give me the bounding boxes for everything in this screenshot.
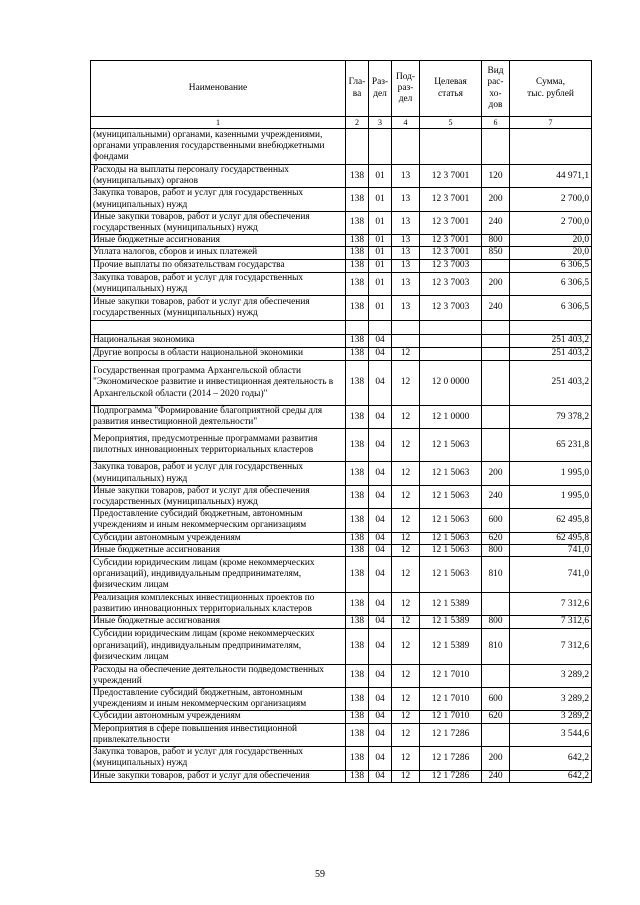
row-amount: 20,0: [510, 235, 592, 247]
row-expense-kind: 800: [482, 235, 510, 247]
row-section: 04: [369, 664, 392, 687]
row-expense-kind: 200: [482, 188, 510, 211]
row-subsection: 13: [392, 272, 420, 295]
row-target-article: 12 1 7286: [420, 770, 482, 782]
table-row: [91, 188, 592, 211]
row-chapter: 138: [346, 628, 369, 664]
table-row: [91, 429, 592, 462]
table-row: [91, 272, 592, 295]
row-subsection: 12: [392, 593, 420, 616]
row-target-article: 12 3 7001: [420, 235, 482, 247]
row-amount: 62 495,8: [510, 509, 592, 532]
row-subsection: 12: [392, 485, 420, 508]
row-amount: 65 231,8: [510, 429, 592, 462]
row-name: Закупка товаров, работ и услуг для государственных (муниципальных) нужд: [91, 272, 346, 295]
row-target-article: 12 3 7003: [420, 259, 482, 272]
header-subsection: Под- раз- дел: [392, 61, 420, 117]
table-row: [91, 711, 592, 723]
column-number: 6: [482, 117, 510, 129]
row-expense-kind: [482, 321, 510, 335]
row-subsection: 13: [392, 247, 420, 259]
header-section: Раз- дел: [369, 61, 392, 117]
row-chapter: 138: [346, 616, 369, 628]
row-amount: 20,0: [510, 247, 592, 259]
row-amount: 741,0: [510, 544, 592, 556]
row-section: 04: [369, 544, 392, 556]
row-amount: 44 971,1: [510, 165, 592, 188]
header-chapter: Гла- ва: [346, 61, 369, 117]
row-subsection: 13: [392, 188, 420, 211]
row-amount: 251 403,2: [510, 348, 592, 361]
row-subsection: 12: [392, 664, 420, 687]
table-row: [91, 348, 592, 361]
row-subsection: 12: [392, 544, 420, 556]
table-row: [91, 406, 592, 429]
row-section: [369, 129, 392, 165]
table-row: [91, 259, 592, 272]
row-amount: 6 306,5: [510, 272, 592, 295]
row-amount: 7 312,6: [510, 593, 592, 616]
row-expense-kind: [482, 348, 510, 361]
row-section: 04: [369, 406, 392, 429]
row-amount: 3 289,2: [510, 664, 592, 687]
row-section: 01: [369, 235, 392, 247]
row-expense-kind: [482, 335, 510, 348]
row-chapter: 138: [346, 188, 369, 211]
row-section: 04: [369, 616, 392, 628]
row-section: 01: [369, 259, 392, 272]
row-chapter: [346, 321, 369, 335]
row-name: Иные закупки товаров, работ и услуг для обеспечения государственных (муниципальных) нужд: [91, 485, 346, 508]
table-row: [91, 462, 592, 485]
table-row: [91, 335, 592, 348]
row-section: 01: [369, 296, 392, 321]
row-name: Прочие выплаты по обязательствам государства: [91, 259, 346, 272]
row-subsection: 13: [392, 296, 420, 321]
row-expense-kind: 810: [482, 557, 510, 593]
row-name: Другие вопросы в области национальной экономики: [91, 348, 346, 361]
row-target-article: 12 1 5389: [420, 616, 482, 628]
row-chapter: 138: [346, 723, 369, 746]
row-amount: 251 403,2: [510, 361, 592, 406]
row-amount: 6 306,5: [510, 296, 592, 321]
row-chapter: 138: [346, 335, 369, 348]
row-name: Расходы на выплаты персоналу государственных (муниципальных) органов: [91, 165, 346, 188]
header-row: [91, 61, 592, 117]
row-chapter: 138: [346, 593, 369, 616]
row-target-article: 12 3 7001: [420, 211, 482, 234]
table-row: [91, 616, 592, 628]
row-expense-kind: 240: [482, 211, 510, 234]
table-row: [91, 361, 592, 406]
row-amount: 2 700,0: [510, 211, 592, 234]
row-name: [91, 321, 346, 335]
row-chapter: 138: [346, 711, 369, 723]
row-subsection: [392, 321, 420, 335]
row-subsection: 12: [392, 509, 420, 532]
row-expense-kind: 200: [482, 747, 510, 770]
row-amount: [510, 321, 592, 335]
row-target-article: [420, 348, 482, 361]
row-section: 01: [369, 211, 392, 234]
row-expense-kind: 800: [482, 616, 510, 628]
header-amount: Сумма, тыс. рублей: [510, 61, 592, 117]
row-amount: 1 995,0: [510, 462, 592, 485]
row-expense-kind: 240: [482, 485, 510, 508]
row-amount: 2 700,0: [510, 188, 592, 211]
row-expense-kind: [482, 723, 510, 746]
row-expense-kind: 810: [482, 628, 510, 664]
row-expense-kind: 800: [482, 544, 510, 556]
table-row: [91, 129, 592, 165]
row-name: Субсидии юридическим лицам (кроме некоммерческих организаций), индивидуальным предпринимателям, физическим лицам: [91, 557, 346, 593]
row-expense-kind: [482, 129, 510, 165]
table-row: [91, 664, 592, 687]
column-number: 1: [91, 117, 346, 129]
row-chapter: 138: [346, 544, 369, 556]
row-subsection: 12: [392, 770, 420, 782]
table-row: [91, 235, 592, 247]
row-expense-kind: 200: [482, 272, 510, 295]
header-target-article: Целевая статья: [420, 61, 482, 117]
row-target-article: 12 3 7001: [420, 247, 482, 259]
row-section: 04: [369, 509, 392, 532]
row-section: 04: [369, 462, 392, 485]
row-section: 04: [369, 485, 392, 508]
row-name: Субсидии автономным учреждениям: [91, 711, 346, 723]
row-target-article: 12 1 7286: [420, 723, 482, 746]
row-subsection: 13: [392, 235, 420, 247]
row-expense-kind: 620: [482, 532, 510, 544]
row-name: Реализация комплексных инвестиционных проектов по развитию инновационных территориальных кластеров: [91, 593, 346, 616]
table-body: [91, 129, 592, 783]
row-amount: 7 312,6: [510, 616, 592, 628]
table-row: [91, 544, 592, 556]
row-section: 04: [369, 429, 392, 462]
row-subsection: 12: [392, 406, 420, 429]
row-amount: 3 289,2: [510, 711, 592, 723]
row-subsection: 12: [392, 711, 420, 723]
row-subsection: 12: [392, 723, 420, 746]
row-amount: 642,2: [510, 747, 592, 770]
row-subsection: 12: [392, 628, 420, 664]
row-amount: 3 289,2: [510, 688, 592, 711]
row-expense-kind: [482, 259, 510, 272]
row-target-article: 12 1 5389: [420, 593, 482, 616]
row-section: 04: [369, 532, 392, 544]
table-row: [91, 247, 592, 259]
row-target-article: 12 3 7003: [420, 296, 482, 321]
row-name: Иные бюджетные ассигнования: [91, 544, 346, 556]
table-row: [91, 628, 592, 664]
row-name: (муниципальными) органами, казенными учреждениями, органами управления государственными внебюджетными фондами: [91, 129, 346, 165]
table-row: [91, 593, 592, 616]
column-number-row: [91, 117, 592, 129]
table-row: [91, 485, 592, 508]
row-section: 01: [369, 165, 392, 188]
row-target-article: [420, 321, 482, 335]
row-name: Уплата налогов, сборов и иных платежей: [91, 247, 346, 259]
row-section: 04: [369, 628, 392, 664]
row-chapter: 138: [346, 348, 369, 361]
row-target-article: 12 1 7010: [420, 711, 482, 723]
row-section: 01: [369, 188, 392, 211]
row-target-article: 12 1 0000: [420, 406, 482, 429]
row-subsection: 12: [392, 557, 420, 593]
column-number: 3: [369, 117, 392, 129]
row-name: Закупка товаров, работ и услуг для государственных (муниципальных) нужд: [91, 188, 346, 211]
table-row: [91, 723, 592, 746]
row-amount: 62 495,8: [510, 532, 592, 544]
page-number: 59: [315, 869, 325, 880]
budget-table-page: [90, 60, 591, 783]
row-amount: 6 306,5: [510, 259, 592, 272]
row-amount: 7 312,6: [510, 628, 592, 664]
row-target-article: 12 1 5063: [420, 485, 482, 508]
header-name: Наименование: [91, 61, 346, 117]
row-expense-kind: 600: [482, 688, 510, 711]
table-row: [91, 688, 592, 711]
row-chapter: 138: [346, 747, 369, 770]
row-chapter: 138: [346, 532, 369, 544]
row-section: 04: [369, 361, 392, 406]
row-subsection: 12: [392, 616, 420, 628]
row-chapter: 138: [346, 259, 369, 272]
row-section: 04: [369, 593, 392, 616]
row-target-article: 12 1 7286: [420, 747, 482, 770]
row-name: Закупка товаров, работ и услуг для государственных (муниципальных) нужд: [91, 462, 346, 485]
row-chapter: 138: [346, 664, 369, 687]
row-name: Иные закупки товаров, работ и услуг для обеспечения государственных (муниципальных) нужд: [91, 296, 346, 321]
column-number: 7: [510, 117, 592, 129]
row-name: Мероприятия, предусмотренные программами развития пилотных инновационных территориальных кластеров: [91, 429, 346, 462]
row-subsection: 12: [392, 361, 420, 406]
row-target-article: 12 1 5063: [420, 509, 482, 532]
row-expense-kind: 850: [482, 247, 510, 259]
row-target-article: 12 1 5063: [420, 544, 482, 556]
column-number: 4: [392, 117, 420, 129]
row-name: Подпрограмма "Формирование благоприятной среды для развития инвестиционной деятельности": [91, 406, 346, 429]
row-expense-kind: 240: [482, 770, 510, 782]
row-expense-kind: 120: [482, 165, 510, 188]
row-chapter: 138: [346, 485, 369, 508]
row-chapter: 138: [346, 165, 369, 188]
row-expense-kind: 620: [482, 711, 510, 723]
row-expense-kind: 200: [482, 462, 510, 485]
row-target-article: 12 3 7001: [420, 165, 482, 188]
row-expense-kind: 240: [482, 296, 510, 321]
row-target-article: [420, 129, 482, 165]
row-subsection: 12: [392, 348, 420, 361]
row-chapter: 138: [346, 272, 369, 295]
row-target-article: 12 1 5389: [420, 628, 482, 664]
row-name: Субсидии юридическим лицам (кроме некоммерческих организаций), индивидуальным предпринимателям, физическим лицам: [91, 628, 346, 664]
row-section: 04: [369, 557, 392, 593]
row-name: Иные бюджетные ассигнования: [91, 235, 346, 247]
column-number: 2: [346, 117, 369, 129]
row-amount: [510, 129, 592, 165]
row-chapter: 138: [346, 509, 369, 532]
row-section: 04: [369, 747, 392, 770]
row-section: 01: [369, 272, 392, 295]
row-chapter: 138: [346, 557, 369, 593]
row-chapter: 138: [346, 406, 369, 429]
header-expense-kind: Вид рас- хо- дов: [482, 61, 510, 117]
row-chapter: 138: [346, 296, 369, 321]
row-section: 04: [369, 335, 392, 348]
row-chapter: 138: [346, 247, 369, 259]
row-name: Предоставление субсидий бюджетным, автономным учреждениям и иным некоммерческим организациям: [91, 509, 346, 532]
row-name: Иные закупки товаров, работ и услуг для обеспечения государственных (муниципальных) нужд: [91, 211, 346, 234]
row-expense-kind: 600: [482, 509, 510, 532]
row-name: Государственная программа Архангельской области "Экономическое развитие и инвестиционная деятельность в Архангельской области (2014 – 2020 годы)": [91, 361, 346, 406]
row-section: 04: [369, 348, 392, 361]
table-row: [91, 165, 592, 188]
row-section: 04: [369, 770, 392, 782]
row-expense-kind: [482, 429, 510, 462]
row-subsection: 12: [392, 532, 420, 544]
table-row: [91, 770, 592, 782]
row-chapter: 138: [346, 235, 369, 247]
row-target-article: 12 1 5063: [420, 532, 482, 544]
row-chapter: 138: [346, 211, 369, 234]
row-name: Иные закупки товаров, работ и услуг для обеспечения: [91, 770, 346, 782]
row-section: 04: [369, 688, 392, 711]
row-subsection: 12: [392, 688, 420, 711]
row-amount: 741,0: [510, 557, 592, 593]
row-chapter: 138: [346, 462, 369, 485]
row-subsection: 12: [392, 429, 420, 462]
table-row: [91, 509, 592, 532]
row-chapter: 138: [346, 429, 369, 462]
table-row: [91, 211, 592, 234]
table-row: [91, 321, 592, 335]
column-number: 5: [420, 117, 482, 129]
row-name: Мероприятия в сфере повышения инвестиционной привлекательности: [91, 723, 346, 746]
row-name: Закупка товаров, работ и услуг для государственных (муниципальных) нужд: [91, 747, 346, 770]
table-row: [91, 296, 592, 321]
row-subsection: 12: [392, 747, 420, 770]
table-row: [91, 532, 592, 544]
row-chapter: 138: [346, 688, 369, 711]
budget-table: [90, 60, 592, 783]
row-target-article: 12 1 5063: [420, 557, 482, 593]
row-target-article: 12 1 7010: [420, 688, 482, 711]
row-name: Расходы на обеспечение деятельности подведомственных учреждений: [91, 664, 346, 687]
row-chapter: 138: [346, 361, 369, 406]
row-subsection: 12: [392, 462, 420, 485]
row-target-article: 12 1 5063: [420, 429, 482, 462]
row-name: Субсидии автономным учреждениям: [91, 532, 346, 544]
row-section: 01: [369, 247, 392, 259]
row-target-article: 12 3 7001: [420, 188, 482, 211]
row-amount: 79 378,2: [510, 406, 592, 429]
row-amount: 642,2: [510, 770, 592, 782]
row-target-article: 12 1 5063: [420, 462, 482, 485]
row-section: 04: [369, 711, 392, 723]
row-subsection: 13: [392, 165, 420, 188]
row-amount: 1 995,0: [510, 485, 592, 508]
row-subsection: 13: [392, 211, 420, 234]
row-expense-kind: [482, 406, 510, 429]
table-row: [91, 557, 592, 593]
row-subsection: [392, 335, 420, 348]
row-subsection: [392, 129, 420, 165]
row-target-article: 12 0 0000: [420, 361, 482, 406]
row-section: [369, 321, 392, 335]
row-target-article: 12 1 7010: [420, 664, 482, 687]
row-expense-kind: [482, 593, 510, 616]
row-expense-kind: [482, 361, 510, 406]
row-target-article: [420, 335, 482, 348]
row-name: Национальная экономика: [91, 335, 346, 348]
row-amount: 251 403,2: [510, 335, 592, 348]
row-chapter: [346, 129, 369, 165]
row-name: Иные бюджетные ассигнования: [91, 616, 346, 628]
table-row: [91, 747, 592, 770]
row-section: 04: [369, 723, 392, 746]
row-expense-kind: [482, 664, 510, 687]
row-amount: 3 544,6: [510, 723, 592, 746]
row-target-article: 12 3 7003: [420, 272, 482, 295]
row-chapter: 138: [346, 770, 369, 782]
row-name: Предоставление субсидий бюджетным, автономным учреждениям и иным некоммерческим организациям: [91, 688, 346, 711]
row-subsection: 13: [392, 259, 420, 272]
